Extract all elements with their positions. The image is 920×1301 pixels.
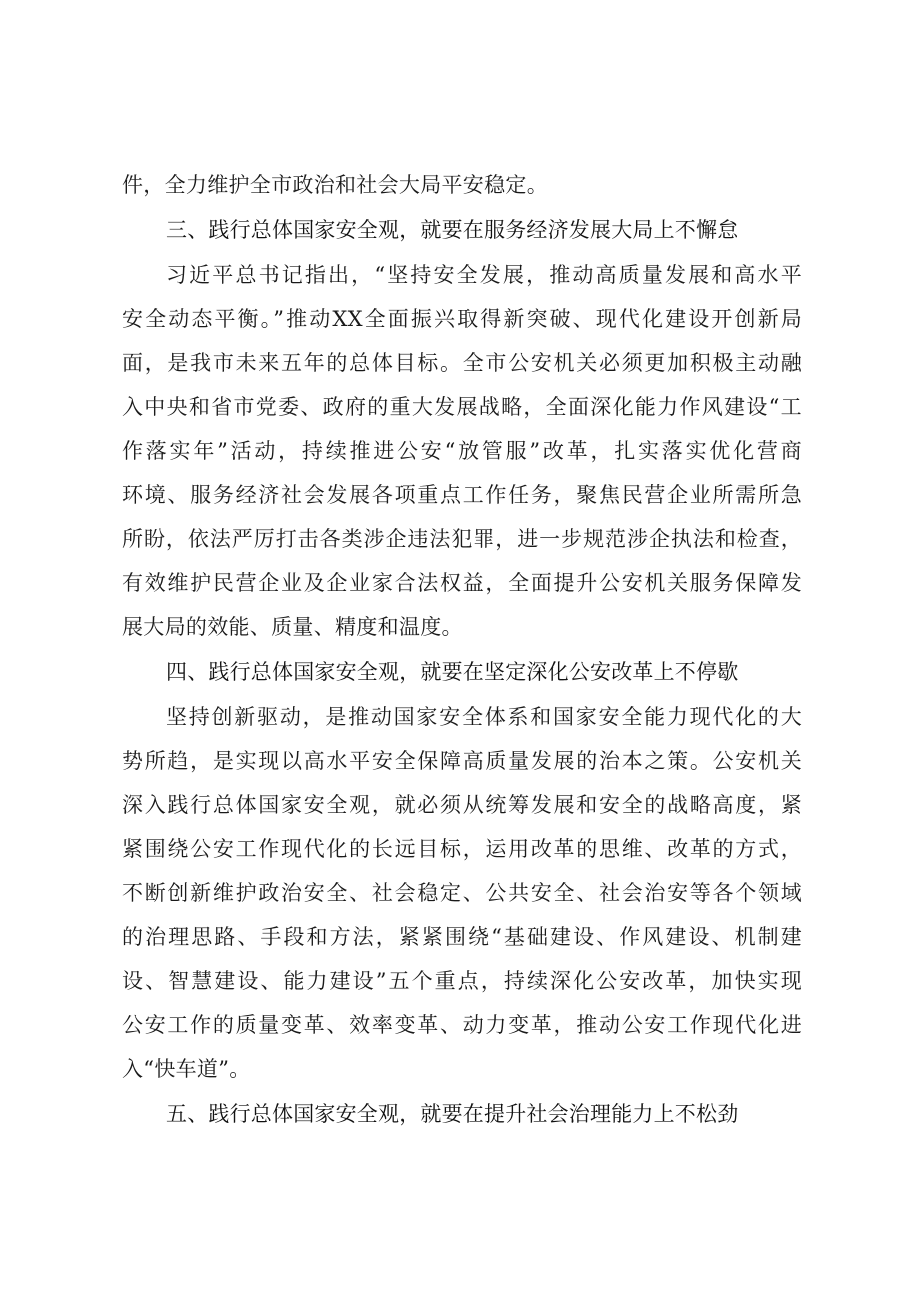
text-line: 环境、服务经济社会发展各项重点工作任务，聚焦民营企业所需所急 <box>122 483 802 507</box>
text-line: 展大局的效能、质量、精度和温度。 <box>122 615 463 639</box>
text-line: 不断创新维护政治安全、社会稳定、公共安全、社会治安等各个领域 <box>122 881 802 905</box>
text-line: 坚持创新驱动，是推动国家安全体系和国家安全能力现代化的大 <box>166 705 802 729</box>
section-heading-5: 五、践行总体国家安全观，就要在提升社会治理能力上不松劲 <box>166 1102 739 1126</box>
text-line: 有效维护民营企业及企业家合法权益，全面提升公安机关服务保障发 <box>122 571 802 595</box>
text-line: 件，全力维护全市政治和社会大局平安稳定。 <box>122 173 548 197</box>
text-line: 作落实年”活动，持续推进公安“放管服”改革，扎实落实优化营商 <box>122 439 802 463</box>
text-line: 的治理思路、手段和方法，紧紧围绕“基础建设、作风建设、机制建 <box>122 925 802 949</box>
text-line: 所盼，依法严厉打击各类涉企违法犯罪，进一步规范涉企执法和检查， <box>122 527 802 551</box>
text-line: 势所趋，是实现以高水平安全保障高质量发展的治本之策。公安机关 <box>122 749 802 773</box>
text-line: 安全动态平衡。”推动XX全面振兴取得新突破、现代化建设开创新局 <box>122 307 802 331</box>
text-line: 面，是我市未来五年的总体目标。全市公安机关必须更加积极主动融 <box>122 351 802 375</box>
section-heading-4: 四、践行总体国家安全观，就要在坚定深化公安改革上不停歇 <box>166 660 739 684</box>
text-line: 公安工作的质量变革、效率变革、动力变革，推动公安工作现代化进 <box>122 1013 802 1037</box>
text-line: 入“快车道”。 <box>122 1057 251 1081</box>
text-line: 设、智慧建设、能力建设”五个重点，持续深化公安改革，加快实现 <box>122 969 802 993</box>
section-heading-3: 三、践行总体国家安全观，就要在服务经济发展大局上不懈怠 <box>166 218 739 242</box>
text-line: 紧围绕公安工作现代化的长远目标，运用改革的思维、改革的方式， <box>122 837 802 861</box>
text-line: 深入践行总体国家安全观，就必须从统筹发展和安全的战略高度，紧 <box>122 793 802 817</box>
text-line: 习近平总书记指出，“坚持安全发展，推动高质量发展和高水平 <box>166 263 802 287</box>
text-line: 入中央和省市党委、政府的重大发展战略，全面深化能力作风建设“工 <box>122 395 802 419</box>
